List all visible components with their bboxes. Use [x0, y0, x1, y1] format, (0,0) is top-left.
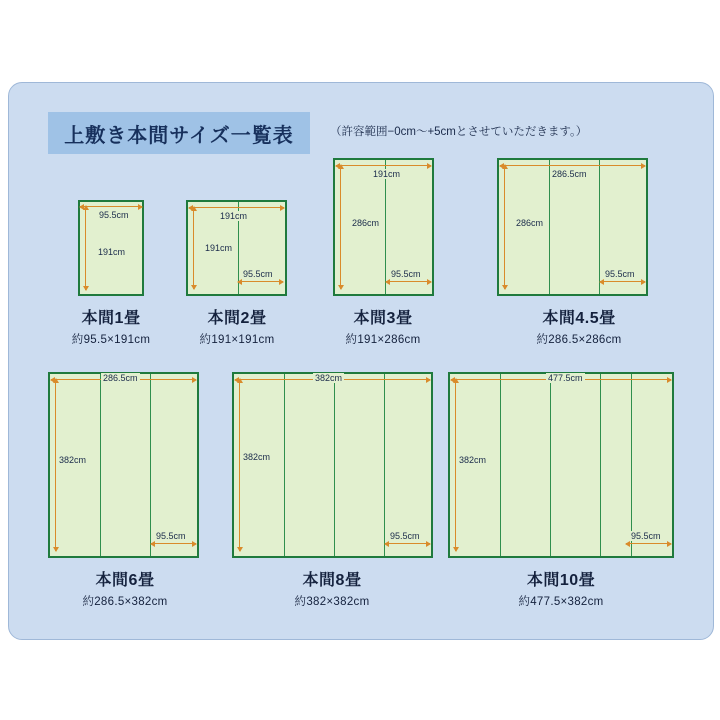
dim-panel-45jo	[600, 281, 645, 282]
dim-label-10jo-width: 477.5cm	[548, 373, 583, 383]
caption-size-2jo: 約191×191cm	[199, 334, 275, 346]
dim-label-10jo-height: 382cm	[459, 455, 487, 465]
mat-divider	[334, 374, 335, 556]
dim-width-2jo	[189, 207, 284, 208]
dim-height-1jo	[85, 206, 86, 290]
caption-name-10jo: 本間10畳	[526, 572, 596, 589]
dim-panel-8jo	[385, 543, 430, 544]
dim-label-3jo-panel: 95.5cm	[391, 269, 421, 279]
dim-label-8jo-width: 382cm	[315, 373, 343, 383]
dim-label-45jo-height: 286cm	[516, 218, 544, 228]
dim-height-2jo	[193, 207, 194, 289]
caption-size-3jo: 約191×286cm	[345, 334, 421, 346]
dim-height-3jo	[340, 165, 341, 289]
dim-label-8jo-panel: 95.5cm	[390, 531, 420, 541]
dim-label-6jo-width: 286.5cm	[103, 373, 138, 383]
caption-honma-10jo	[486, 567, 636, 609]
dim-label-10jo-panel: 95.5cm	[631, 531, 661, 541]
mat-divider	[150, 374, 151, 556]
chart-title-box	[48, 112, 310, 154]
dim-panel-3jo	[386, 281, 431, 282]
dim-panel-2jo	[238, 281, 283, 282]
dim-label-45jo-panel: 95.5cm	[605, 269, 635, 279]
dim-label-8jo-height: 382cm	[243, 452, 271, 462]
dim-label-3jo-height: 286cm	[352, 218, 380, 228]
dim-height-8jo	[239, 379, 240, 551]
caption-honma-2jo	[179, 305, 295, 347]
dim-height-6jo	[55, 379, 56, 551]
caption-name-8jo: 本間8畳	[302, 572, 362, 589]
mat-divider	[600, 374, 601, 556]
mat-divider	[550, 374, 551, 556]
caption-honma-3jo	[325, 305, 441, 347]
caption-size-6jo: 約286.5×382cm	[82, 596, 168, 608]
dim-height-10jo	[455, 379, 456, 551]
caption-size-8jo: 約382×382cm	[294, 596, 370, 608]
caption-size-10jo: 約477.5×382cm	[518, 596, 604, 608]
caption-size-1jo: 約95.5×191cm	[71, 334, 151, 346]
dim-label-3jo-width: 191cm	[373, 169, 401, 179]
dim-label-6jo-height: 382cm	[59, 455, 87, 465]
caption-name-3jo: 本間3畳	[353, 310, 413, 327]
caption-honma-6jo	[60, 567, 190, 609]
caption-name-1jo: 本間1畳	[81, 310, 141, 327]
caption-honma-1jo	[53, 305, 169, 347]
page-title: 上敷き本間サイズ一覧表	[64, 124, 294, 147]
mat-divider	[384, 374, 385, 556]
dim-label-2jo-width: 191cm	[220, 211, 248, 221]
dim-width-45jo	[500, 165, 645, 166]
dim-label-45jo-width: 286.5cm	[552, 169, 587, 179]
mat-divider	[549, 160, 550, 294]
caption-name-2jo: 本間2畳	[207, 310, 267, 327]
dim-label-2jo-height: 191cm	[205, 243, 233, 253]
mat-divider	[500, 374, 501, 556]
dim-label-1jo-width: 95.5cm	[99, 210, 129, 220]
dim-label-6jo-panel: 95.5cm	[156, 531, 186, 541]
mat-divider	[284, 374, 285, 556]
tolerance-note: （許容範囲−0cm〜+5cmとさせていただきます。）	[330, 126, 588, 138]
caption-size-45jo: 約286.5×286cm	[536, 334, 622, 346]
caption-honma-8jo	[267, 567, 397, 609]
mat-divider	[385, 160, 386, 294]
caption-name-45jo: 本間4.5畳	[542, 310, 616, 327]
dim-width-3jo	[336, 165, 431, 166]
dim-panel-6jo	[151, 543, 196, 544]
caption-honma-45jo	[514, 305, 644, 347]
dim-label-2jo-panel: 95.5cm	[243, 269, 273, 279]
caption-name-6jo: 本間6畳	[95, 572, 155, 589]
dim-panel-10jo	[626, 543, 671, 544]
mat-divider	[599, 160, 600, 294]
dim-label-1jo-height: 191cm	[98, 247, 126, 257]
mat-divider	[100, 374, 101, 556]
dim-width-1jo	[80, 206, 142, 207]
dim-height-45jo	[504, 165, 505, 289]
mat-divider	[631, 374, 632, 556]
